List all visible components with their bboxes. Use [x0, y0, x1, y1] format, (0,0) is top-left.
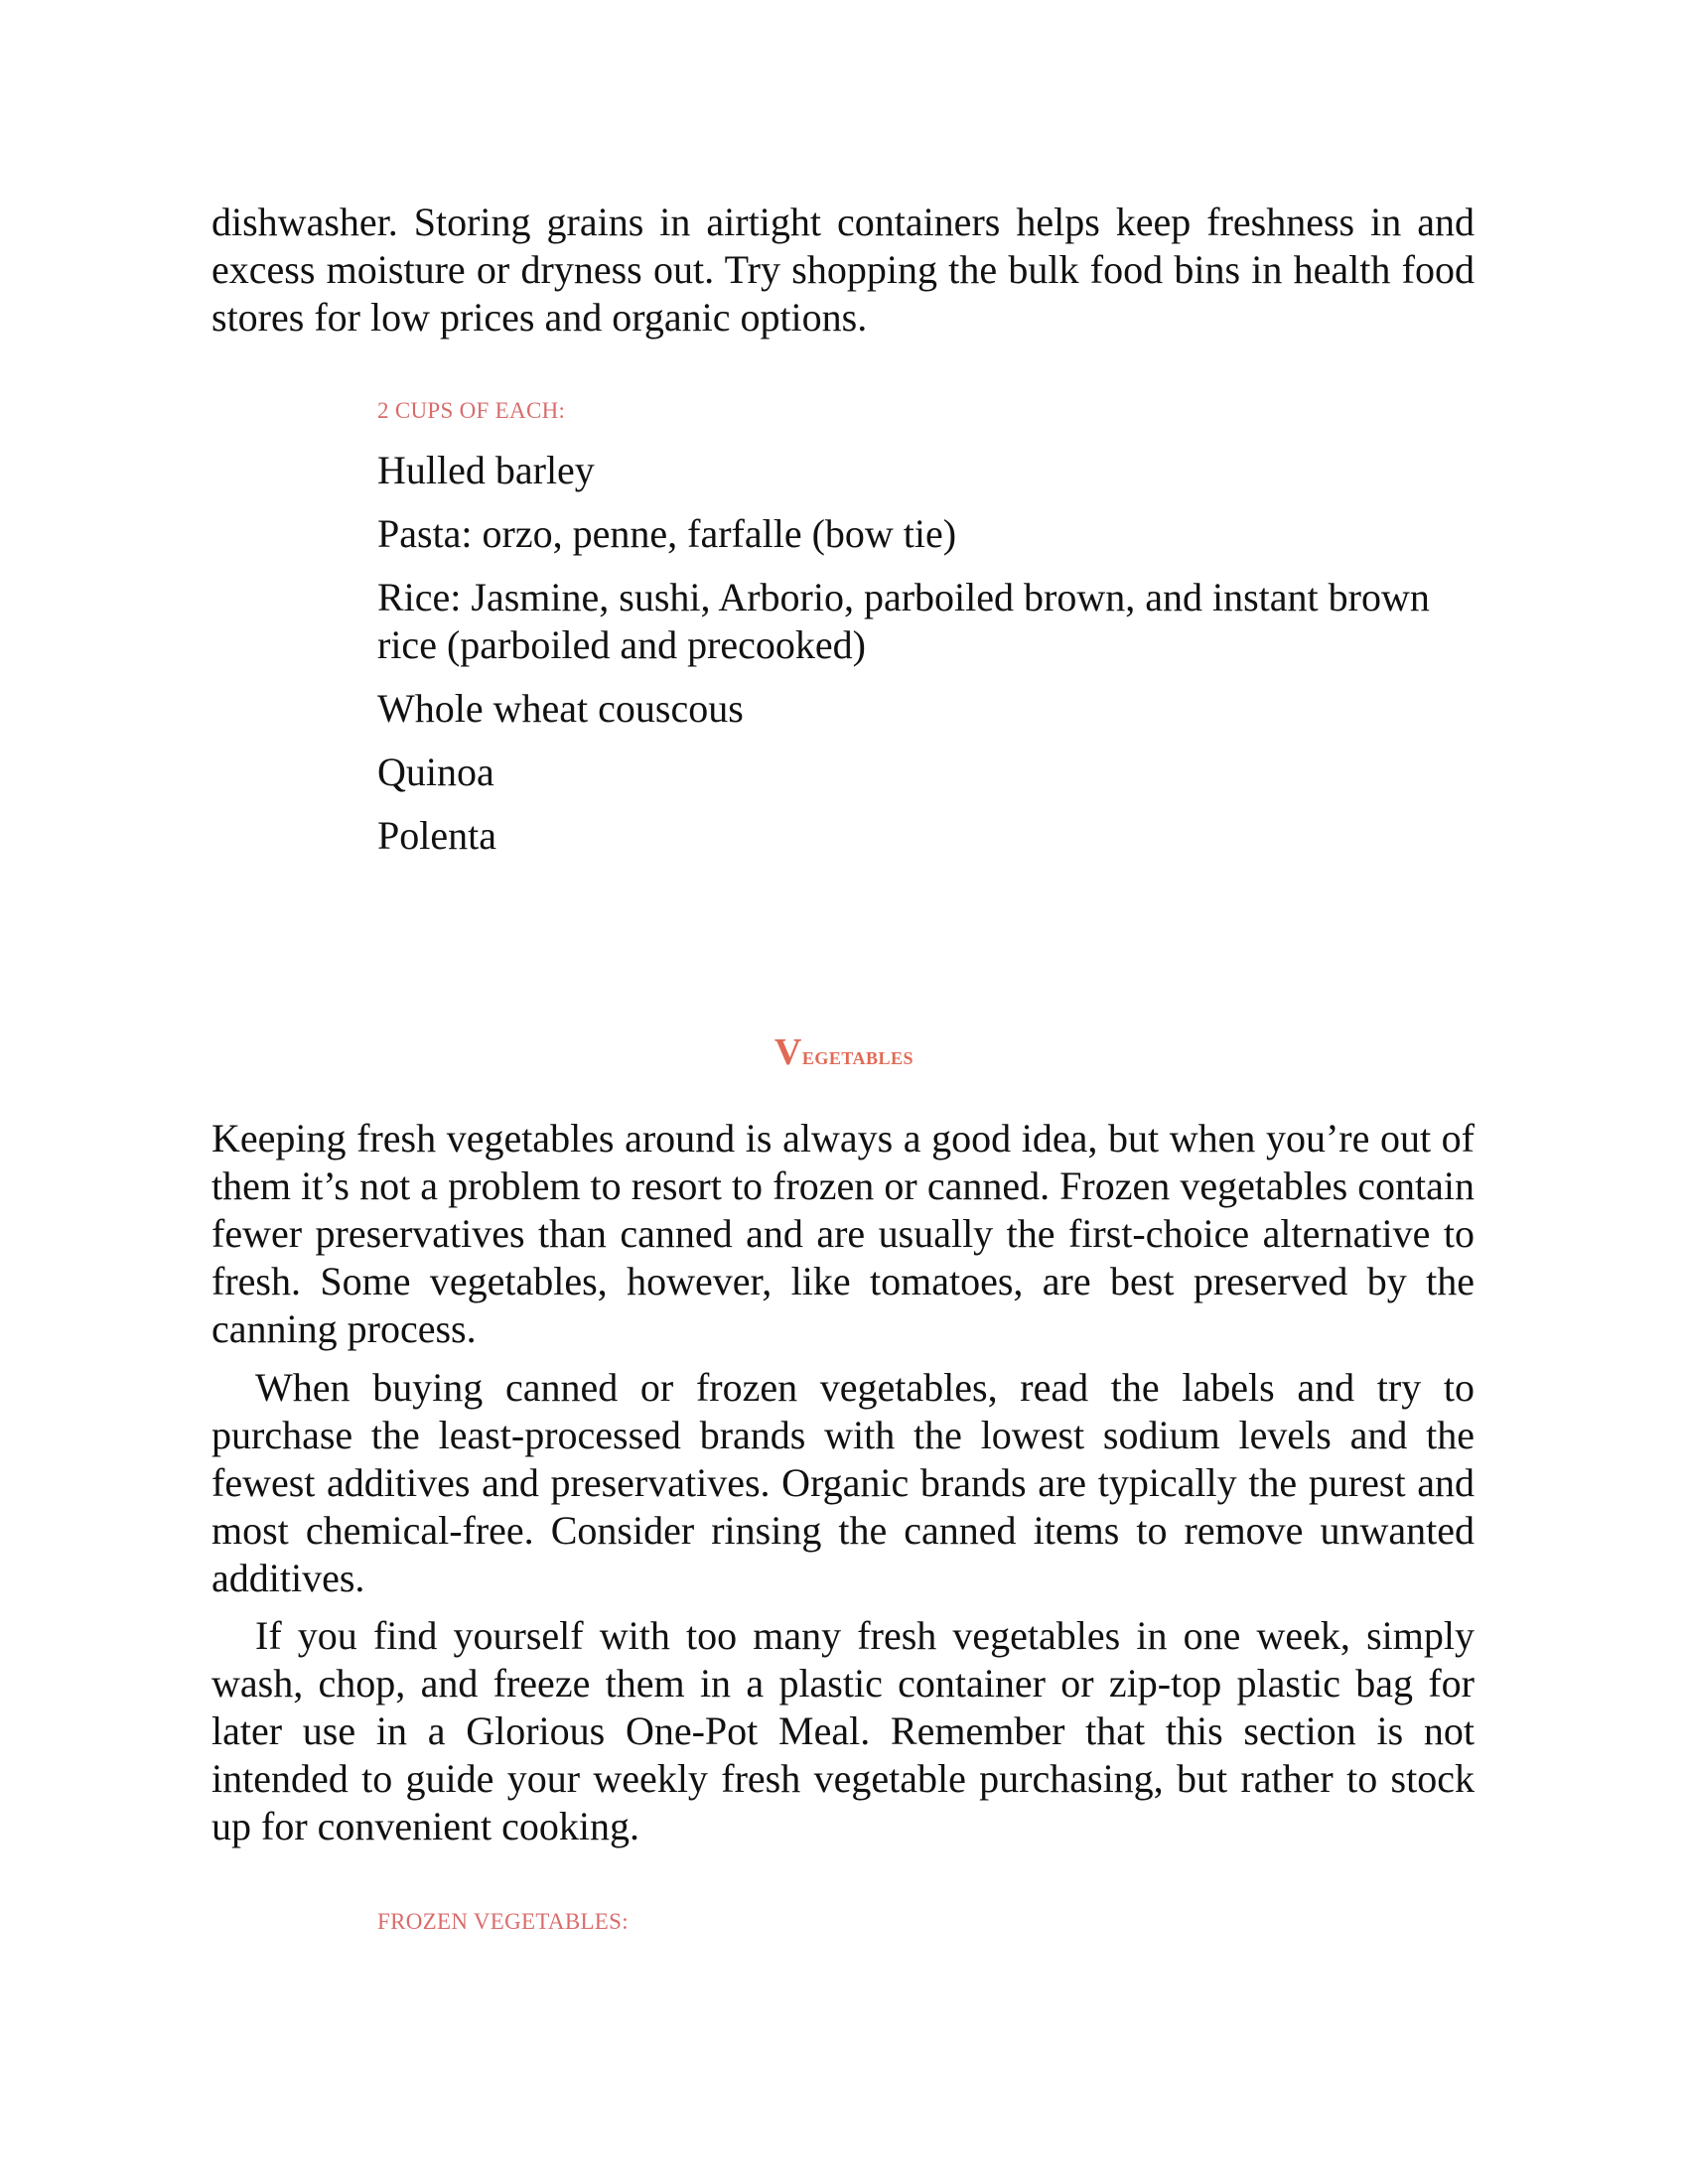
grains-list [377, 447, 1475, 876]
list-item: Whole wheat couscous [377, 686, 744, 731]
frozen-vegetables-label: FROZEN VEGETABLES: [377, 1909, 629, 1934]
grains-list-label: 2 CUPS OF EACH: [377, 398, 566, 423]
body-paragraph: If you find yourself with too many fresh vegetables in one week, simply wash, chop, and freeze them in a plastic container or zip-top plastic bag for later use in a Glorious One-Pot Meal. Remember that this section is not intended to guide your weekly fresh vegetable purchasing, but rather to stock up for convenient cooking. [211, 1613, 1475, 1848]
intro-paragraph: dishwasher. Storing grains in airtight containers helps keep freshness in and excess moisture or dryness out. Try shopping the bulk food bins in health food stores for low prices and organic options. [211, 200, 1475, 340]
heading-rest: egetables [801, 1041, 914, 1070]
list-item: Rice: Jasmine, sushi, Arborio, parboiled brown, and instant brown rice (parboiled and precooked) [377, 575, 1430, 667]
list-item: Pasta: orzo, penne, farfalle (bow tie) [377, 511, 957, 556]
heading-initial: V [774, 1031, 802, 1073]
list-item: Polenta [377, 813, 496, 858]
body-paragraph: When buying canned or frozen vegetables, read the labels and try to purchase the least-processed brands with the lowest sodium levels and the fewest additives and preservatives. Organic brands are typically the purest and most chemical-free. Consider rinsing the canned items to remove unwanted additives. [211, 1365, 1475, 1600]
body-paragraph: Keeping fresh vegetables around is always a good idea, but when you’re out of them it’s not a problem to resort to frozen or canned. Frozen vegetables contain fewer preservatives than canned and are usually the first-choice alternative to fresh. Some vegetables, however, like tomatoes, are best preserved by the canning process. [211, 1116, 1475, 1351]
list-item: Quinoa [377, 750, 494, 794]
list-item: Hulled barley [377, 448, 595, 492]
section-heading-vegetables [0, 1028, 1688, 1080]
